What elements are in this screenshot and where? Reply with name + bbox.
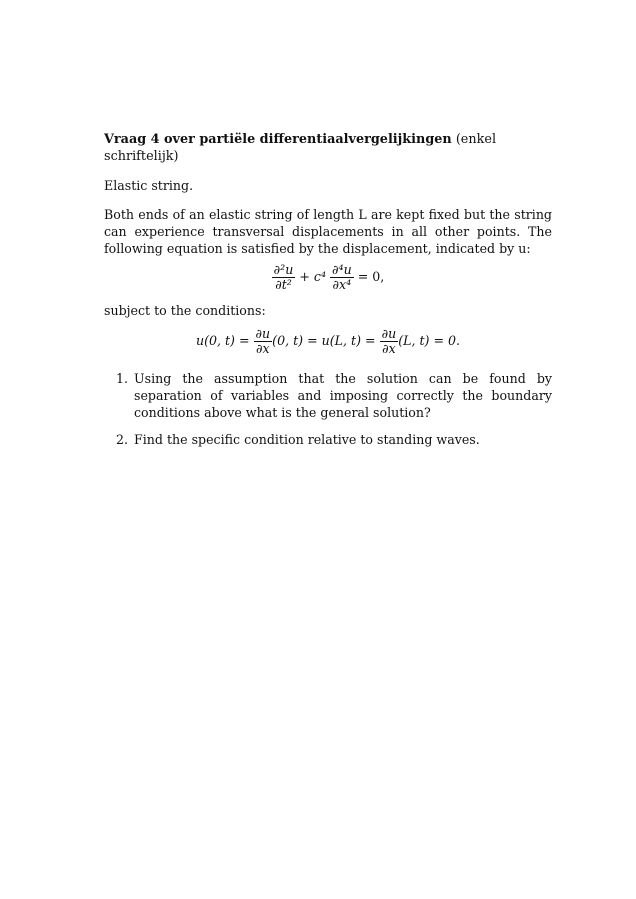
conditions-intro: subject to the conditions: [104,303,266,318]
subtitle: Elastic string. [104,178,194,193]
equation-rhs: = 0, [357,269,385,284]
document-page [104,131,552,461]
fraction-right-den: ∂x⁴ [332,277,352,292]
title-normal: (enkel schriftelijk) [104,132,497,164]
bc-lhs: u(0, t) = [195,333,250,348]
list-item [104,370,552,421]
wave-equation [104,263,552,292]
list-item-text: Find the specific condition relative to standing waves. [134,432,480,447]
list-item-number: 2. [116,432,129,447]
question-title [104,131,552,165]
question-list [104,370,552,448]
fraction-right [330,263,354,292]
equation-middle: + c⁴ [299,269,327,284]
bc-fraction-1 [254,327,273,356]
boundary-conditions [104,327,552,356]
list-item-text: Using the assumption that the solution can be found by separation of variables and imposing correctly the boundary conditions above what is the general solution? [134,371,552,420]
list-item-number: 1. [116,371,129,386]
bc-fraction-1-den: ∂x [256,341,270,356]
fraction-left [272,263,296,292]
fraction-right-num: ∂⁴u [332,262,352,277]
fraction-left-num: ∂²u [273,262,294,277]
list-item [104,431,552,448]
bc-fraction-1-num: ∂u [255,326,271,341]
bc-fraction-2-den: ∂x [382,341,396,356]
bc-fraction-2-num: ∂u [381,326,397,341]
bc-fraction-2 [380,327,399,356]
intro-paragraph: Both ends of an elastic string of length L are kept fixed but the string can experience transversal displacements in all other points. The following equation is satisfied by the displacement, indicated by u: [104,207,552,256]
bc-mid: (0, t) = u(L, t) = [272,333,376,348]
fraction-left-den: ∂t² [275,277,292,292]
bc-end: (L, t) = 0. [398,333,461,348]
title-bold: Vraag 4 over partiële differentiaalvergelijkingen [104,132,452,147]
